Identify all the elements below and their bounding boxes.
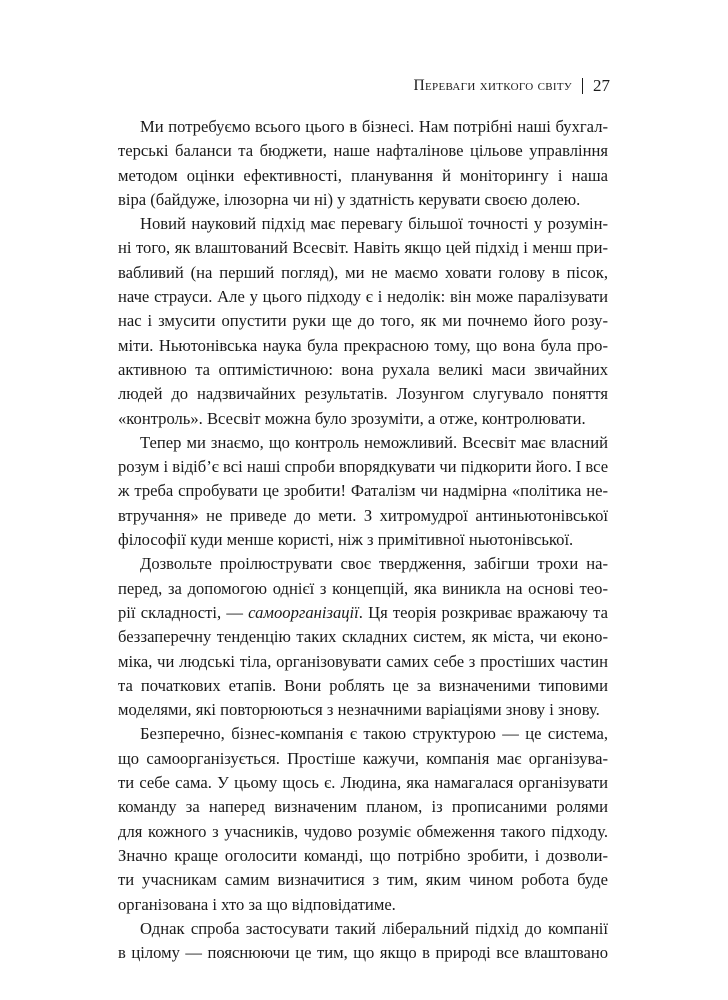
text-line: ні того, як влаштований Всесвіт. Навіть якщо цей підхід і менш при- bbox=[118, 238, 608, 258]
text-line: Тепер ми знаємо, що контроль неможливий. Всесвіт має власний bbox=[140, 432, 608, 452]
text-line: вабливий (на перший погляд), ми не маємо ховати голову в пісок, bbox=[118, 262, 608, 282]
text-line: людей до надзвичайних результатів. Лозунгом слугувало поняття bbox=[118, 384, 608, 404]
text-line: моделями, які повторюються з незначними варіаціями знову і знову. bbox=[118, 700, 600, 720]
text-line: рії складності, — самоорганізації. Ця теорія розкриває вражаючу та bbox=[118, 602, 608, 622]
text-line: віра (байдуже, ілюзорна чи ні) у здатність керувати своєю долею. bbox=[118, 189, 581, 209]
text-line: ж треба спробувати це зробити! Фаталізм чи надмірна «політика не- bbox=[118, 481, 608, 501]
text-line: Ми потребуємо всього цього в бізнесі. Нам потрібні наші бухгал- bbox=[140, 117, 608, 136]
text-line: беззаперечну тенденцію таких складних систем, як міста, чи еконо- bbox=[118, 627, 608, 647]
emphasized-term: самоорганізації bbox=[248, 602, 359, 622]
text-line: ти учасникам самим визначитися з тим, яким чином робота буде bbox=[118, 870, 608, 890]
text-line: команду за наперед визначеним планом, із прописаними ролями bbox=[118, 797, 608, 817]
text-line: та початкових етапів. Вони роблять це за визначеними типовими bbox=[118, 675, 608, 695]
text-line: ти себе сама. У цьому щось є. Людина, яка намагалася організувати bbox=[118, 773, 608, 793]
text-line: Дозвольте проілюструвати своє твердження, забігши трохи на- bbox=[140, 554, 608, 574]
chapter-title: Переваги хиткого світу bbox=[413, 77, 572, 94]
page-number: 27 bbox=[593, 76, 610, 95]
text-line: «контроль». Всесвіт можна було зрозуміти, а отже, контролювати. bbox=[118, 408, 586, 428]
text-line: терські баланси та бюджети, наше нафталінове цільове управління bbox=[118, 141, 608, 161]
text-line: організована і хто за що відповідатиме. bbox=[118, 894, 396, 914]
text-line: активною та оптимістичною: вона рухала великі маси звичайних bbox=[118, 359, 608, 379]
text-line: для кожного з учасників, чудово розуміє обмеження такого підходу. bbox=[118, 821, 608, 841]
text-line: Безперечно, бізнес-компанія є такою структурою — це система, bbox=[140, 724, 608, 744]
text-line: нас і змусити опустити руки ще до того, як ми почнемо його розу- bbox=[118, 311, 608, 331]
text-line: міти. Ньютонівська наука була прекрасною тому, що вона була про- bbox=[118, 335, 608, 355]
text-line: міка, чи людські тіла, організовувати самих себе з простіших частин bbox=[118, 651, 608, 671]
text-line: втручання» не приведе до мети. З хитромудрої антиньютонівської bbox=[118, 505, 608, 525]
header-divider bbox=[582, 78, 583, 94]
running-head bbox=[414, 74, 610, 98]
text-line: наче страуси. Але у цього підходу є і недолік: він може паралізувати bbox=[118, 287, 608, 307]
text-line: в цілому — пояснюючи це тим, що якщо в природі все влаштовано bbox=[118, 943, 608, 963]
text-line: що самоорганізується. Простіше кажучи, компанія має організува- bbox=[118, 748, 608, 768]
text-line: Значно краще оголосити команді, що потрібно зробити, і дозволи- bbox=[118, 845, 608, 865]
text-line: філософії куди менше користі, ніж з примітивної ньютонівської. bbox=[118, 530, 574, 550]
body-text bbox=[118, 115, 608, 965]
text-line: розум і відіб’є всі наші спроби впорядкувати чи підкорити його. І все bbox=[118, 457, 609, 477]
text-line: перед, за допомогою однієї з концепцій, яка виникла на основі тео- bbox=[118, 578, 608, 598]
text-line: Новий науковий підхід має перевагу більшої точності у розумін- bbox=[140, 214, 608, 234]
text-line: Однак спроба застосувати такий ліберальний підхід до компанії bbox=[140, 918, 608, 938]
text-line: методом оцінки ефективності, планування й моніторингу і наша bbox=[118, 165, 608, 185]
